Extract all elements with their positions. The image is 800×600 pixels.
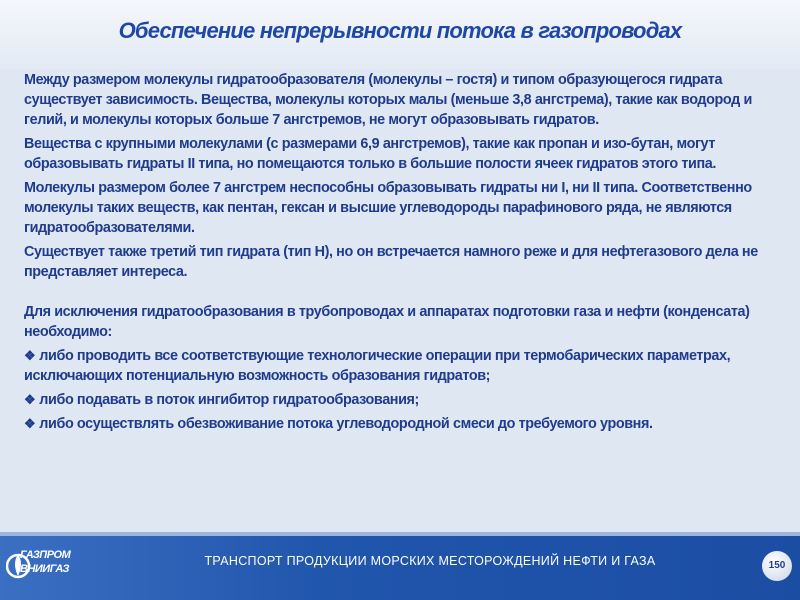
- bullet-text-3: либо осуществлять обезвоживание потока углеводородной смеси до требуемого уровня.: [39, 416, 653, 432]
- bullet-item-3: [24, 414, 784, 434]
- footer-caption: ТРАНСПОРТ ПРОДУКЦИИ МОРСКИХ МЕСТОРОЖДЕНИЙ НЕФТИ И ГАЗА: [204, 554, 656, 568]
- bullet-item-2: [24, 390, 784, 410]
- spacer: [24, 286, 784, 302]
- paragraph-1: Между размером молекулы гидратообразователя (молекулы – гостя) и типом образующегося гидрата существует зависимость. Вещества, молекулы которых малы (меньше 3,8 ангстрема), такие как водород и гелий, и молекулы которых больше 7 ангстремов, не могут образовывать гидратов.: [24, 72, 752, 128]
- slide-title: Обеспечение непрерывности потока в газопроводах: [118, 18, 682, 43]
- slide-content: [24, 70, 784, 438]
- paragraph-2: Вещества с крупными молекулами (с размерами 6,9 ангстремов), такие как пропан и изо-бутан, могут образовывать гидраты II типа, но помещаются только в большие полости ячеек гидратов этого типа.: [24, 136, 716, 172]
- paragraph-3: Молекулы размером более 7 ангстрем неспособны образовывать гидраты ни I, ни II типа. Соответственно молекулы таких веществ, как пентан, гексан и высшие углеводороды парафинового ряда, не являются гидратообразователями.: [24, 180, 752, 236]
- bullet-text-2: либо подавать в поток ингибитор гидратообразования;: [39, 392, 419, 408]
- slide-footer: [0, 536, 800, 600]
- intro-paragraph: Для исключения гидратообразования в трубопроводах и аппаратах подготовки газа и нефти (конденсата) необходимо:: [24, 304, 750, 340]
- page-number-badge: 150: [762, 551, 792, 581]
- logo-text-line-2: ВНИИГАЗ: [20, 563, 69, 575]
- bullet-item-1: [24, 346, 784, 386]
- diamond-bullet-icon: ❖: [24, 416, 36, 431]
- logo-text-line-1: ГАЗПРОМ: [20, 549, 71, 561]
- paragraph-4: Существует также третий тип гидрата (тип Н), но он встречается намного реже и для нефтегазового дела не представляет интереса.: [24, 244, 758, 280]
- diamond-bullet-icon: ❖: [24, 348, 36, 363]
- diamond-bullet-icon: ❖: [24, 392, 36, 407]
- bullet-text-1: либо проводить все соответствующие технологические операции при термобарических параметрах, исключающих потенциальную возможность образования гидратов;: [24, 348, 731, 384]
